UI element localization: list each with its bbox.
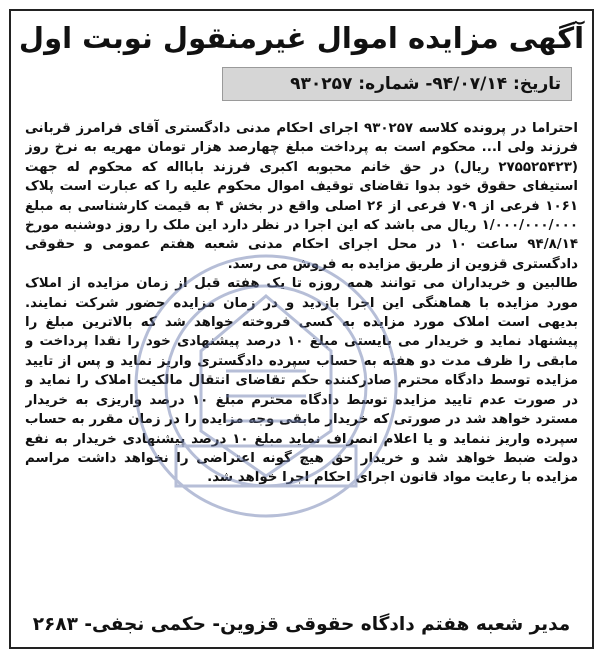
notice-frame bbox=[9, 9, 594, 649]
notice-paragraph-1: احتراما در پرونده کلاسه ۹۳۰۲۵۷ اجرای احکام مدنی دادگستری آقای فرامرز قربانی فرزند ولی ا... محکوم است به پرداخت مبلغ چهارصد هزار تومان مهریه به نرخ روز (۲۷۵۵۲۵۴۲۳ ریال) در حق خانم محبوبه اکبری فرزند بابااله که محکوم له جهت استیفای حقوق خود بدوا تقاضای توقیف اموال محکوم علیه را که عبارت است پلاک ۱۰۶۱ فرعی از ۷۰۹ فرعی از ۲۶ اصلی واقع در بخش ۴ به قیمت کارشناسی به مبلغ ۱/۰۰۰/۰۰۰/۰۰۰ ریال می باشد که این اجرا در نظر دارد این ملک را روز دوشنبه مورخ ۹۴/۸/۱۴ ساعت ۱۰ در محل اجرای احکام مدنی شعبه هفتم عمومی و حقوقی دادگستری قزوین از طریق مزایده به فروش می رسد. bbox=[25, 121, 578, 272]
date-number-line: تاریخ: ۹۴/۰۷/۱۴- شماره: ۹۳۰۲۵۷ bbox=[222, 67, 572, 101]
signature-footer: مدیر شعبه هفتم دادگاه حقوقی قزوین- حکمی نجفی- ۲۶۸۳ bbox=[32, 614, 571, 635]
notice-title: آگهی مزایده اموال غیرمنقول نوبت اول bbox=[18, 21, 585, 55]
notice-body bbox=[25, 119, 578, 595]
notice-paragraph-2: طالبین و خریداران می توانند همه روزه تا یک هفته قبل از زمان مزایده از املاک مورد مزایده با هماهنگی این اجرا بازدید و در زمان مزایده حضور شرکت نمایند. بدیهی است املاک مورد مزایده به کسی فروخته خواهد شد که بالاترین مبلغ را پیشنهاد نماید و خریدار می بایستی مبلغ ۱۰ درصد پیشنهادی خود را نقدا پرداخت و مابقی را ظرف مدت دو هفته به حساب سپرده دادگستری واریز نماید و پس از تایید مزایده توسط دادگاه محترم صادرکننده حکم تقاضای انتقال مالکیت املاک را نماید و در صورت عدم تایید مزایده توسط دادگاه محترم مبلغ ۱۰ درصد واریزی به خریدار مسترد خواهد شد در صورتی که خریدار مابقی وجه مزایده را در زمان مقرر به حساب سپرده واریز ننماید و یا اعلام انصراف نماید مبلغ ۱۰ درصد پیشنهادی خریدار به نفع دولت ضبط خواهد شد و خریدار حق هیچ گونه اعتراضی را نخواهد داشت مراسم مزایده با رعایت مواد قانون اجرای احکام اجرا خواهد شد. bbox=[25, 276, 578, 486]
